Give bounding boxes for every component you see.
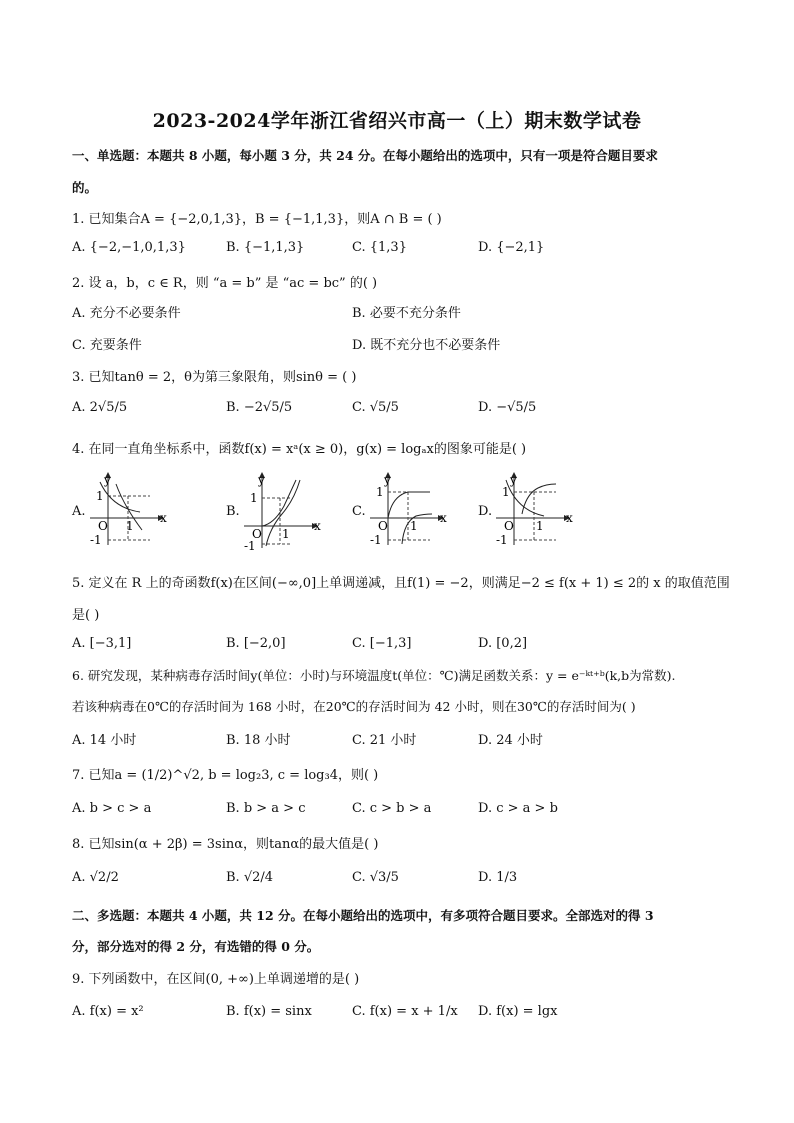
option-b[interactable]: B. 必要不充分条件 — [352, 306, 461, 321]
question-9-stem: 9. 下列函数中，在区间(0, +∞)上单调递增的是( ) — [72, 972, 360, 987]
graph-c-origin: O — [378, 519, 388, 533]
option-b[interactable]: B. −2√5/5 — [226, 400, 293, 415]
graph-a-x-label: x — [160, 511, 167, 525]
option-b[interactable]: B. f(x) = sinx — [226, 1004, 312, 1019]
graph-d-neg-one: -1 — [496, 533, 508, 547]
graph-a-one-x: 1 — [126, 519, 134, 533]
graph-a-y-label: y — [104, 473, 111, 487]
question-3-stem: 3. 已知tanθ = 2，θ为第三象限角，则sinθ = ( ) — [72, 370, 357, 385]
graph-d-x-label: x — [566, 511, 573, 525]
option-a[interactable]: A. 充分不必要条件 — [72, 306, 181, 321]
question-6-stem: 6. 研究发现，某种病毒存活时间y(单位：小时)与环境温度t(单位：℃)满足函数关系：y = e⁻ᵏᵗ⁺ᵇ(k,b为常数). — [72, 668, 676, 683]
question-8-options — [72, 870, 732, 890]
question-2-options-row2 — [72, 334, 732, 354]
option-c[interactable]: C. f(x) = x + 1/x — [352, 1004, 458, 1019]
graph-c-one-x: 1 — [410, 519, 418, 533]
option-d[interactable]: D. −√5/5 — [478, 400, 537, 415]
option-c[interactable]: C. [−1,3] — [352, 636, 412, 651]
question-1-stem: 1. 已知集合A = {−2,0,1,3}，B = {−1,1,3}，则A ∩ B = ( ) — [72, 212, 442, 227]
option-a[interactable]: A. {−2,−1,0,1,3} — [72, 240, 186, 255]
option-b[interactable]: B. b > a > c — [226, 801, 306, 816]
option-b[interactable]: B. [−2,0] — [226, 636, 286, 651]
option-b-label: B. — [226, 504, 240, 519]
question-6-stem-cont: 若该种病毒在0℃的存活时间为 168 小时，在20℃的存活时间为 42 小时，则在30℃的存活时间为( ) — [72, 699, 636, 714]
option-d-label: D. — [478, 504, 493, 519]
graph-d-y-label: y — [510, 473, 517, 487]
option-a[interactable]: A. [−3,1] — [72, 636, 132, 651]
option-d[interactable]: D. f(x) = lgx — [478, 1004, 558, 1019]
option-d[interactable]: D. [0,2] — [478, 636, 528, 651]
graph-b-origin: O — [252, 527, 262, 541]
option-a[interactable]: A. f(x) = x² — [72, 1004, 144, 1019]
graph-d — [492, 470, 573, 550]
graph-b-y-label: y — [258, 473, 265, 487]
option-b[interactable]: B. √2/4 — [226, 870, 274, 885]
question-7-options — [72, 801, 732, 821]
graph-b-one-y: 1 — [250, 491, 258, 505]
graph-b-x-label: x — [314, 519, 321, 533]
question-8-stem: 8. 已知sin(α + 2β) = 3sinα，则tanα的最大值是( ) — [72, 837, 379, 852]
graph-d-one-x: 1 — [536, 519, 544, 533]
option-a[interactable]: A. √2/2 — [72, 870, 119, 885]
option-d[interactable]: D. 既不充分也不必要条件 — [352, 338, 501, 353]
option-c[interactable]: C. √3/5 — [352, 870, 399, 885]
question-2-options-row1 — [72, 302, 732, 322]
graph-b — [240, 470, 321, 553]
graph-d-one-y: 1 — [502, 485, 510, 499]
question-3-options — [72, 400, 732, 420]
question-6-options — [72, 729, 732, 749]
option-c[interactable]: C. 充要条件 — [72, 338, 142, 353]
option-a-label: A. — [72, 504, 86, 519]
option-a[interactable]: A. b > c > a — [72, 801, 152, 816]
graph-a-origin: O — [98, 519, 108, 533]
graph-c — [366, 470, 447, 550]
graph-a — [86, 470, 167, 550]
question-5-options — [72, 636, 732, 656]
option-d[interactable]: D. {−2,1} — [478, 240, 545, 255]
section-2-heading: 二、多选题：本题共 4 小题，共 12 分。在每小题给出的选项中，有多项符合题目要求。全部选对的得 3 — [72, 908, 654, 923]
graph-c-neg-one: -1 — [370, 533, 382, 547]
option-c[interactable]: C. √5/5 — [352, 400, 399, 415]
option-c[interactable]: C. 21 小时 — [352, 733, 417, 748]
graph-d-origin: O — [504, 519, 514, 533]
graph-b-neg-one: -1 — [244, 539, 256, 553]
option-a[interactable]: A. 2√5/5 — [72, 400, 128, 415]
page-title: 2023-2024学年浙江省绍兴市高一（上）期末数学试卷 — [152, 110, 642, 132]
question-4-graph-options — [72, 470, 732, 560]
option-a[interactable]: A. 14 小时 — [72, 733, 137, 748]
section-2-heading-cont: 分，部分选对的得 2 分，有选错的得 0 分。 — [72, 939, 320, 954]
option-c[interactable]: C. c > b > a — [352, 801, 432, 816]
option-d[interactable]: D. c > a > b — [478, 801, 558, 816]
graph-b-one-x: 1 — [282, 527, 290, 541]
question-7-stem: 7. 已知a = (1/2)^√2, b = log₂3, c = log₃4，则( ) — [72, 768, 379, 783]
option-b[interactable]: B. {−1,1,3} — [226, 240, 305, 255]
option-c[interactable]: C. {1,3} — [352, 240, 407, 255]
option-b[interactable]: B. 18 小时 — [226, 733, 291, 748]
question-5-stem: 5. 定义在 R 上的奇函数f(x)在区间(−∞,0]上单调递减，且f(1) = −2，则满足−2 ≤ f(x + 1) ≤ 2的 x 的取值范围 — [72, 576, 730, 591]
question-4-stem: 4. 在同一直角坐标系中，函数f(x) = xᵃ(x ≥ 0)，g(x) = logₐx的图象可能是( ) — [72, 442, 527, 457]
graph-c-one-y: 1 — [376, 485, 384, 499]
question-2-stem: 2. 设 a，b，c ∈ R，则 “a = b” 是 “ac = bc” 的( ) — [72, 276, 378, 291]
question-9-options — [72, 1004, 732, 1024]
graph-c-y-label: y — [384, 473, 391, 487]
question-5-stem-cont: 是( ) — [72, 608, 100, 623]
graph-c-x-label: x — [440, 511, 447, 525]
section-1-heading-cont: 的。 — [72, 180, 98, 195]
option-d[interactable]: D. 24 小时 — [478, 733, 543, 748]
option-c-label: C. — [352, 504, 366, 519]
graph-a-one-y: 1 — [96, 489, 104, 503]
option-d[interactable]: D. 1/3 — [478, 870, 518, 885]
question-1-options — [72, 240, 732, 260]
section-1-heading: 一、单选题：本题共 8 小题，每小题 3 分，共 24 分。在每小题给出的选项中，只有一项是符合题目要求 — [72, 148, 658, 163]
graph-a-neg-one: -1 — [90, 533, 102, 547]
